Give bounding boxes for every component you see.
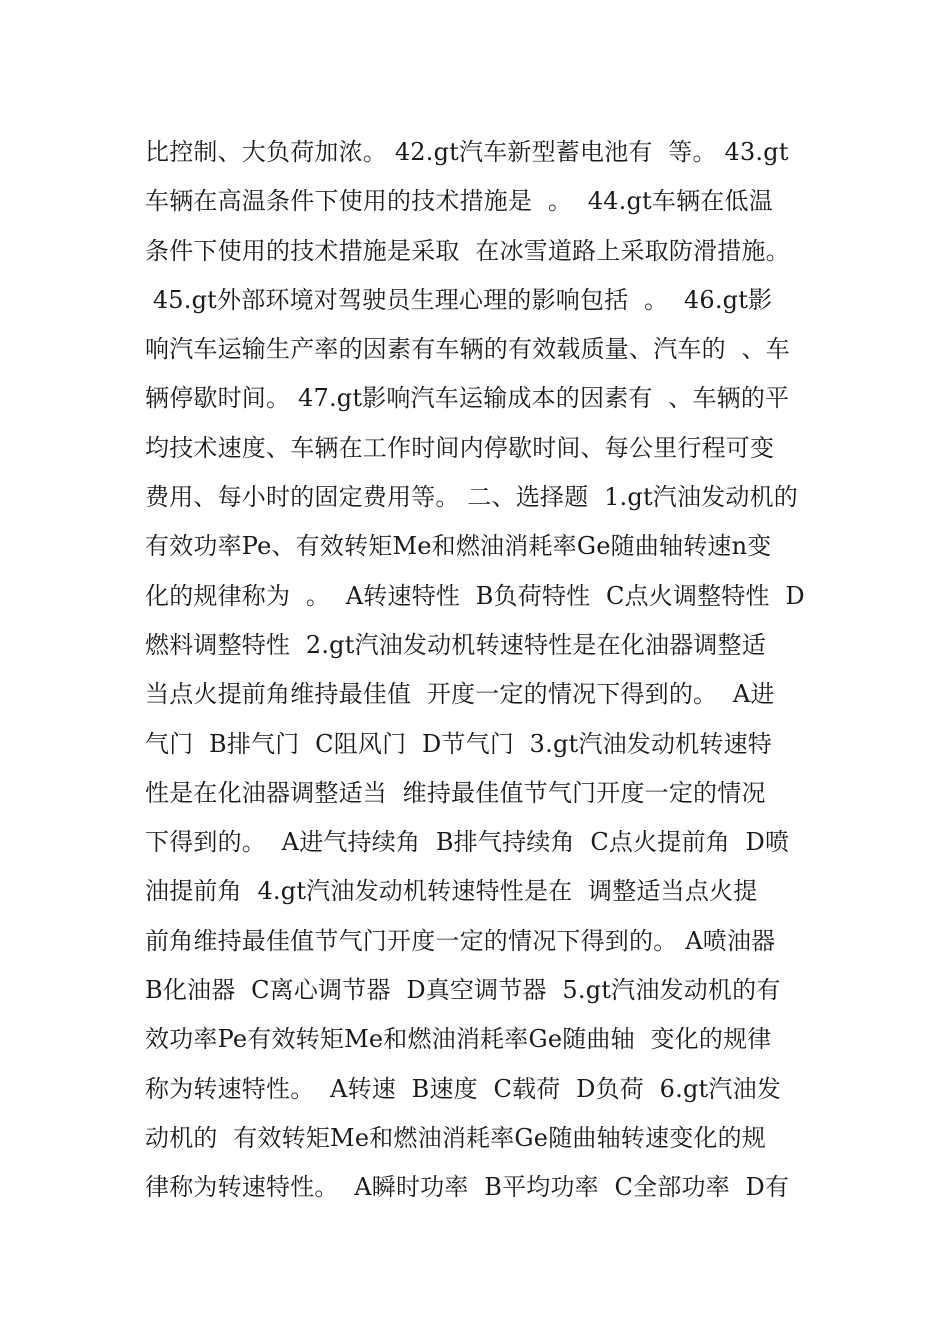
- text-line: 车辆在高温条件下使用的技术措施是 。 44.gt车辆在低温: [145, 187, 773, 216]
- text-line: 当点火提前角维持最佳值 开度一定的情况下得到的。 A进: [145, 680, 775, 709]
- text-line: 45.gt外部环境对驾驶员生理心理的影响包括 。 46.gt影: [145, 285, 773, 314]
- text-line: 称为转速特性。 A转速 B速度 C载荷 D负荷 6.gt汽油发: [145, 1074, 781, 1103]
- document-body: [145, 128, 825, 1213]
- text-line: 动机的 有效转矩Me和燃油消耗率Ge随曲轴转速变化的规: [145, 1123, 767, 1152]
- text-line: 比控制、大负荷加浓。 42.gt汽车新型蓄电池有 等。 43.gt: [145, 138, 789, 166]
- text-line: 费用、每小时的固定费用等。 二、选择题 1.gt汽油发动机的: [145, 483, 798, 512]
- text-line: 辆停歇时间。 47.gt影响汽车运输成本的因素有 、车辆的平: [145, 384, 790, 413]
- text-line: 性是在化油器调整适当 维持最佳值节气门开度一定的情况: [145, 778, 766, 807]
- text-line: 均技术速度、车辆在工作时间内停歇时间、每公里行程可变: [145, 433, 775, 462]
- text-line: 气门 B排气门 C阻风门 D节气门 3.gt汽油发动机转速特: [145, 729, 772, 758]
- text-line: 效功率Pe有效转矩Me和燃油消耗率Ge随曲轴 变化的规律: [145, 1025, 772, 1054]
- text-line: 律称为转速特性。 A瞬时功率 B平均功率 C全部功率 D有: [145, 1173, 790, 1202]
- text-line: B化油器 C离心调节器 D真空调节器 5.gt汽油发动机的有: [145, 976, 781, 1005]
- text-line: 油提前角 4.gt汽油发动机转速特性是在 调整适当点火提: [145, 877, 758, 906]
- text-line: 前角维持最佳值节气门开度一定的情况下得到的。 A喷油器: [145, 926, 776, 955]
- text-line: 条件下使用的技术措施是采取 在冰雪道路上采取防滑措施。: [145, 236, 790, 265]
- text-line: 化的规律称为 。 A转速特性 B负荷特性 C点火调整特性 D: [145, 581, 805, 610]
- text-line: 下得到的。 A进气持续角 B排气持续角 C点火提前角 D喷: [145, 828, 790, 857]
- text-line: 响汽车运输生产率的因素有车辆的有效载质量、汽车的 、车: [145, 335, 790, 364]
- text-line: 有效功率Pe、有效转矩Me和燃油消耗率Ge随曲轴转速n变: [145, 532, 772, 561]
- text-line: 燃料调整特性 2.gt汽油发动机转速特性是在化油器调整适: [145, 630, 766, 659]
